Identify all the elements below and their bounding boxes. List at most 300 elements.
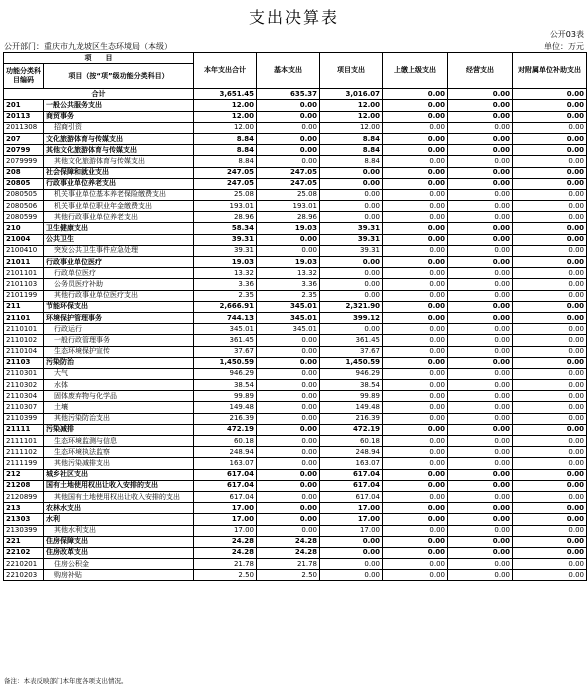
name-cell: 节能环保支出 (44, 301, 194, 312)
basic-cell: 28.96 (257, 212, 320, 223)
project-cell: 361.45 (320, 335, 383, 346)
upper-cell: 0.00 (383, 357, 448, 368)
sub-cell: 0.00 (513, 324, 587, 335)
total-cell: 8.84 (194, 133, 257, 144)
project-cell: 0.00 (320, 570, 383, 581)
business-cell: 0.00 (448, 167, 513, 178)
table-row (4, 312, 587, 323)
table-row (4, 570, 587, 581)
code-cell: 21011 (4, 257, 44, 268)
sub-cell: 0.00 (513, 89, 587, 100)
business-cell: 0.00 (448, 201, 513, 212)
name-cell: 其他污染减排支出 (44, 458, 194, 469)
upper-cell: 0.00 (383, 279, 448, 290)
sub-cell: 0.00 (513, 133, 587, 144)
name-cell: 机关事业单位基本养老保险缴费支出 (44, 189, 194, 200)
sub-cell: 0.00 (513, 335, 587, 346)
upper-cell: 0.00 (383, 402, 448, 413)
name-cell: 城乡社区支出 (44, 469, 194, 480)
name-cell: 污染减排 (44, 424, 194, 435)
total-cell: 247.05 (194, 178, 257, 189)
business-cell: 0.00 (448, 357, 513, 368)
name-cell: 购房补贴 (44, 570, 194, 581)
basic-cell: 0.00 (257, 145, 320, 156)
table-row (4, 491, 587, 502)
total-cell: 99.89 (194, 391, 257, 402)
basic-cell: 0.00 (257, 156, 320, 167)
code-cell: 2080506 (4, 201, 44, 212)
business-cell: 0.00 (448, 480, 513, 491)
project-cell: 0.00 (320, 201, 383, 212)
name-cell: 商贸事务 (44, 111, 194, 122)
upper-cell: 0.00 (383, 447, 448, 458)
table-row (4, 391, 587, 402)
upper-cell: 0.00 (383, 201, 448, 212)
basic-cell: 0.00 (257, 503, 320, 514)
total-cell: 38.54 (194, 380, 257, 391)
upper-cell: 0.00 (383, 324, 448, 335)
upper-cell: 0.00 (383, 570, 448, 581)
project-cell: 99.89 (320, 391, 383, 402)
project-cell: 0.00 (320, 257, 383, 268)
total-cell: 216.39 (194, 413, 257, 424)
project-cell: 17.00 (320, 503, 383, 514)
name-cell: 其他行政事业单位医疗支出 (44, 290, 194, 301)
upper-cell: 0.00 (383, 301, 448, 312)
code-cell: 2080505 (4, 189, 44, 200)
header-name: 项目（按“项”级功能分类科目） (44, 64, 194, 89)
total-cell: 8.84 (194, 156, 257, 167)
business-cell: 0.00 (448, 234, 513, 245)
name-cell: 水利 (44, 514, 194, 525)
name-cell: 国有土地使用权出让收入安排的支出 (44, 480, 194, 491)
code-cell: 2111199 (4, 458, 44, 469)
upper-cell: 0.00 (383, 559, 448, 570)
table-row (4, 402, 587, 413)
upper-cell: 0.00 (383, 257, 448, 268)
project-cell: 0.00 (320, 559, 383, 570)
total-cell: 946.29 (194, 368, 257, 379)
project-cell: 472.19 (320, 424, 383, 435)
table-row (4, 156, 587, 167)
department-label: 公开部门：重庆市九龙坡区生态环境局（本级） (4, 42, 172, 51)
table-row (4, 167, 587, 178)
table-row (4, 559, 587, 570)
project-cell: 617.04 (320, 480, 383, 491)
basic-cell: 193.01 (257, 201, 320, 212)
basic-cell: 0.00 (257, 491, 320, 502)
sub-cell: 0.00 (513, 413, 587, 424)
upper-cell: 0.00 (383, 234, 448, 245)
total-cell: 60.18 (194, 436, 257, 447)
business-cell: 0.00 (448, 570, 513, 581)
sub-cell: 0.00 (513, 212, 587, 223)
basic-cell: 345.01 (257, 312, 320, 323)
sub-cell: 0.00 (513, 391, 587, 402)
code-cell: 21208 (4, 480, 44, 491)
business-cell: 0.00 (448, 178, 513, 189)
sub-cell: 0.00 (513, 257, 587, 268)
upper-cell: 0.00 (383, 111, 448, 122)
basic-cell: 13.32 (257, 268, 320, 279)
business-cell: 0.00 (448, 189, 513, 200)
upper-cell: 0.00 (383, 268, 448, 279)
header-total: 本年支出合计 (194, 53, 257, 89)
total-label: 合计 (4, 89, 194, 100)
upper-cell: 0.00 (383, 514, 448, 525)
name-cell: 行政事业单位养老支出 (44, 178, 194, 189)
upper-cell: 0.00 (383, 145, 448, 156)
project-cell: 8.84 (320, 133, 383, 144)
project-cell: 0.00 (320, 167, 383, 178)
code-cell: 213 (4, 503, 44, 514)
sub-cell: 0.00 (513, 514, 587, 525)
table-row (4, 145, 587, 156)
sub-cell: 0.00 (513, 145, 587, 156)
business-cell: 0.00 (448, 301, 513, 312)
business-cell: 0.00 (448, 436, 513, 447)
sub-cell: 0.00 (513, 458, 587, 469)
basic-cell: 0.00 (257, 346, 320, 357)
total-cell: 2.35 (194, 290, 257, 301)
sub-cell: 0.00 (513, 245, 587, 256)
table-row (4, 201, 587, 212)
table-row (4, 268, 587, 279)
sub-cell: 0.00 (513, 167, 587, 178)
business-cell: 0.00 (448, 335, 513, 346)
name-cell: 文化旅游体育与传媒支出 (44, 133, 194, 144)
name-cell: 行政单位医疗 (44, 268, 194, 279)
total-cell: 149.48 (194, 402, 257, 413)
sub-cell: 0.00 (513, 301, 587, 312)
project-cell: 8.84 (320, 156, 383, 167)
table-row (4, 346, 587, 357)
project-cell: 0.00 (320, 212, 383, 223)
page-title: 支出决算表 (248, 8, 339, 27)
table-row (4, 480, 587, 491)
basic-cell: 0.00 (257, 111, 320, 122)
table-row (4, 301, 587, 312)
business-cell: 0.00 (448, 324, 513, 335)
project-cell: 12.00 (320, 122, 383, 133)
code-cell: 2079999 (4, 156, 44, 167)
project-cell: 39.31 (320, 223, 383, 234)
sub-cell: 0.00 (513, 312, 587, 323)
upper-cell: 0.00 (383, 480, 448, 491)
name-cell: 行政运行 (44, 324, 194, 335)
table-row (4, 100, 587, 111)
project-cell: 248.94 (320, 447, 383, 458)
business-cell: 0.00 (448, 503, 513, 514)
business-cell: 0.00 (448, 458, 513, 469)
upper-cell: 0.00 (383, 133, 448, 144)
total-cell: 12.00 (194, 100, 257, 111)
sub-cell: 0.00 (513, 122, 587, 133)
project-cell: 0.00 (320, 536, 383, 547)
basic-cell: 0.00 (257, 357, 320, 368)
sub-cell: 0.00 (513, 469, 587, 480)
upper-cell: 0.00 (383, 536, 448, 547)
project-cell: 17.00 (320, 525, 383, 536)
sub-cell: 0.00 (513, 290, 587, 301)
business-cell: 0.00 (448, 514, 513, 525)
business-cell: 0.00 (448, 245, 513, 256)
sub-cell: 0.00 (513, 268, 587, 279)
business-cell: 0.00 (448, 89, 513, 100)
sub-cell: 0.00 (513, 424, 587, 435)
basic-cell: 0.00 (257, 525, 320, 536)
total-cell: 24.28 (194, 536, 257, 547)
code-cell: 20113 (4, 111, 44, 122)
sub-cell: 0.00 (513, 447, 587, 458)
table-row (4, 257, 587, 268)
business-cell: 0.00 (448, 346, 513, 357)
table-row (4, 525, 587, 536)
upper-cell: 0.00 (383, 491, 448, 502)
code-cell: 208 (4, 167, 44, 178)
business-cell: 0.00 (448, 536, 513, 547)
code-cell: 21111 (4, 424, 44, 435)
sub-cell: 0.00 (513, 156, 587, 167)
total-cell: 617.04 (194, 480, 257, 491)
table-row (4, 458, 587, 469)
basic-cell: 21.78 (257, 559, 320, 570)
basic-cell: 0.00 (257, 402, 320, 413)
upper-cell: 0.00 (383, 178, 448, 189)
basic-cell: 0.00 (257, 469, 320, 480)
code-cell: 2100410 (4, 245, 44, 256)
total-row (4, 89, 587, 100)
sub-cell: 0.00 (513, 279, 587, 290)
upper-cell: 0.00 (383, 547, 448, 558)
code-cell: 2110102 (4, 335, 44, 346)
table-row (4, 380, 587, 391)
sub-cell: 0.00 (513, 201, 587, 212)
name-cell: 一般行政管理事务 (44, 335, 194, 346)
basic-cell: 0.00 (257, 335, 320, 346)
project-cell: 12.00 (320, 111, 383, 122)
business-cell: 0.00 (448, 257, 513, 268)
project-cell: 60.18 (320, 436, 383, 447)
basic-cell: 247.05 (257, 178, 320, 189)
code-cell: 2111102 (4, 447, 44, 458)
sub-cell: 0.00 (513, 525, 587, 536)
project-cell: 2,321.90 (320, 301, 383, 312)
project-cell: 0.00 (320, 178, 383, 189)
business-cell: 0.00 (448, 290, 513, 301)
table-row (4, 424, 587, 435)
table-row (4, 547, 587, 558)
total-cell: 345.01 (194, 324, 257, 335)
footnote: 备注：本表反映部门本年度各项支出情况。 (4, 677, 128, 685)
project-cell: 0.00 (320, 290, 383, 301)
name-cell: 机关事业单位职业年金缴费支出 (44, 201, 194, 212)
name-cell: 行政事业单位医疗 (44, 257, 194, 268)
code-cell: 2110301 (4, 368, 44, 379)
upper-cell: 0.00 (383, 503, 448, 514)
sub-cell: 0.00 (513, 189, 587, 200)
upper-cell: 0.00 (383, 100, 448, 111)
sub-cell: 0.00 (513, 100, 587, 111)
total-cell: 3.36 (194, 279, 257, 290)
name-cell: 其他行政事业单位养老支出 (44, 212, 194, 223)
sub-cell: 0.00 (513, 223, 587, 234)
upper-cell: 0.00 (383, 525, 448, 536)
code-cell: 2110104 (4, 346, 44, 357)
code-cell: 21303 (4, 514, 44, 525)
basic-cell: 0.00 (257, 436, 320, 447)
table-row (4, 413, 587, 424)
basic-cell: 19.03 (257, 257, 320, 268)
business-cell: 0.00 (448, 111, 513, 122)
total-cell: 58.34 (194, 223, 257, 234)
project-cell: 39.31 (320, 234, 383, 245)
header-item-group: 项 目 (4, 53, 194, 64)
business-cell: 0.00 (448, 100, 513, 111)
basic-cell: 0.00 (257, 413, 320, 424)
table-row (4, 279, 587, 290)
basic-cell: 0.00 (257, 122, 320, 133)
basic-cell: 2.50 (257, 570, 320, 581)
business-cell: 0.00 (448, 312, 513, 323)
project-cell: 946.29 (320, 368, 383, 379)
table-row (4, 368, 587, 379)
basic-cell: 0.00 (257, 514, 320, 525)
project-cell: 1,450.59 (320, 357, 383, 368)
name-cell: 污染防治 (44, 357, 194, 368)
upper-cell: 0.00 (383, 290, 448, 301)
project-cell: 163.07 (320, 458, 383, 469)
sub-cell: 0.00 (513, 503, 587, 514)
code-cell: 2111101 (4, 436, 44, 447)
basic-cell: 0.00 (257, 447, 320, 458)
table-row (4, 447, 587, 458)
project-cell: 617.04 (320, 491, 383, 502)
code-cell: 2011308 (4, 122, 44, 133)
code-cell: 2120899 (4, 491, 44, 502)
upper-cell: 0.00 (383, 335, 448, 346)
business-cell: 0.00 (448, 413, 513, 424)
table-row (4, 111, 587, 122)
total-cell: 28.96 (194, 212, 257, 223)
total-cell: 12.00 (194, 111, 257, 122)
project-cell: 0.00 (320, 279, 383, 290)
code-cell: 2210201 (4, 559, 44, 570)
upper-cell: 0.00 (383, 122, 448, 133)
basic-cell: 0.00 (257, 133, 320, 144)
project-cell: 12.00 (320, 100, 383, 111)
business-cell: 0.00 (448, 156, 513, 167)
sub-cell: 0.00 (513, 436, 587, 447)
code-cell: 207 (4, 133, 44, 144)
upper-cell: 0.00 (383, 189, 448, 200)
name-cell: 农林水支出 (44, 503, 194, 514)
name-cell: 生态环境执法监察 (44, 447, 194, 458)
project-cell: 39.31 (320, 245, 383, 256)
code-cell: 2110307 (4, 402, 44, 413)
name-cell: 固体废弃物与化学品 (44, 391, 194, 402)
total-cell: 247.05 (194, 167, 257, 178)
sub-cell: 0.00 (513, 480, 587, 491)
sub-cell: 0.00 (513, 559, 587, 570)
name-cell: 大气 (44, 368, 194, 379)
business-cell: 0.00 (448, 268, 513, 279)
total-cell: 25.08 (194, 189, 257, 200)
basic-cell: 635.37 (257, 89, 320, 100)
total-cell: 744.13 (194, 312, 257, 323)
name-cell: 住房保障支出 (44, 536, 194, 547)
header-basic: 基本支出 (257, 53, 320, 89)
upper-cell: 0.00 (383, 413, 448, 424)
code-cell: 20799 (4, 145, 44, 156)
project-cell: 399.12 (320, 312, 383, 323)
sub-cell: 0.00 (513, 346, 587, 357)
name-cell: 一般公共服务支出 (44, 100, 194, 111)
total-cell: 17.00 (194, 514, 257, 525)
code-cell: 22102 (4, 547, 44, 558)
project-cell: 617.04 (320, 469, 383, 480)
table-row (4, 436, 587, 447)
project-cell: 149.48 (320, 402, 383, 413)
total-cell: 361.45 (194, 335, 257, 346)
name-cell: 公务员医疗补助 (44, 279, 194, 290)
business-cell: 0.00 (448, 559, 513, 570)
name-cell: 其他文化旅游体育与传媒支出 (44, 156, 194, 167)
code-cell: 2110101 (4, 324, 44, 335)
total-cell: 3,651.45 (194, 89, 257, 100)
sub-cell: 0.00 (513, 380, 587, 391)
upper-cell: 0.00 (383, 458, 448, 469)
table-row (4, 357, 587, 368)
basic-cell: 24.28 (257, 536, 320, 547)
name-cell: 公共卫生 (44, 234, 194, 245)
project-cell: 0.00 (320, 324, 383, 335)
basic-cell: 3.36 (257, 279, 320, 290)
upper-cell: 0.00 (383, 346, 448, 357)
total-cell: 1,450.59 (194, 357, 257, 368)
table-row (4, 223, 587, 234)
sub-cell: 0.00 (513, 547, 587, 558)
header-business: 经营支出 (448, 53, 513, 89)
total-cell: 617.04 (194, 491, 257, 502)
code-cell: 2130399 (4, 525, 44, 536)
code-cell: 201 (4, 100, 44, 111)
code-cell: 2210203 (4, 570, 44, 581)
name-cell: 其他国有土地使用权出让收入安排的支出 (44, 491, 194, 502)
name-cell: 突发公共卫生事件应急处理 (44, 245, 194, 256)
basic-cell: 0.00 (257, 480, 320, 491)
sub-cell: 0.00 (513, 368, 587, 379)
total-cell: 8.84 (194, 145, 257, 156)
code-cell: 212 (4, 469, 44, 480)
code-cell: 2101101 (4, 268, 44, 279)
upper-cell: 0.00 (383, 436, 448, 447)
business-cell: 0.00 (448, 133, 513, 144)
code-cell: 2110399 (4, 413, 44, 424)
name-cell: 环境保护管理事务 (44, 312, 194, 323)
business-cell: 0.00 (448, 212, 513, 223)
basic-cell: 0.00 (257, 391, 320, 402)
business-cell: 0.00 (448, 547, 513, 558)
project-cell: 37.67 (320, 346, 383, 357)
project-cell: 0.00 (320, 189, 383, 200)
total-cell: 13.32 (194, 268, 257, 279)
sub-cell: 0.00 (513, 234, 587, 245)
unit-label: 单位：万元 (544, 42, 584, 51)
basic-cell: 0.00 (257, 368, 320, 379)
table-row (4, 514, 587, 525)
upper-cell: 0.00 (383, 391, 448, 402)
